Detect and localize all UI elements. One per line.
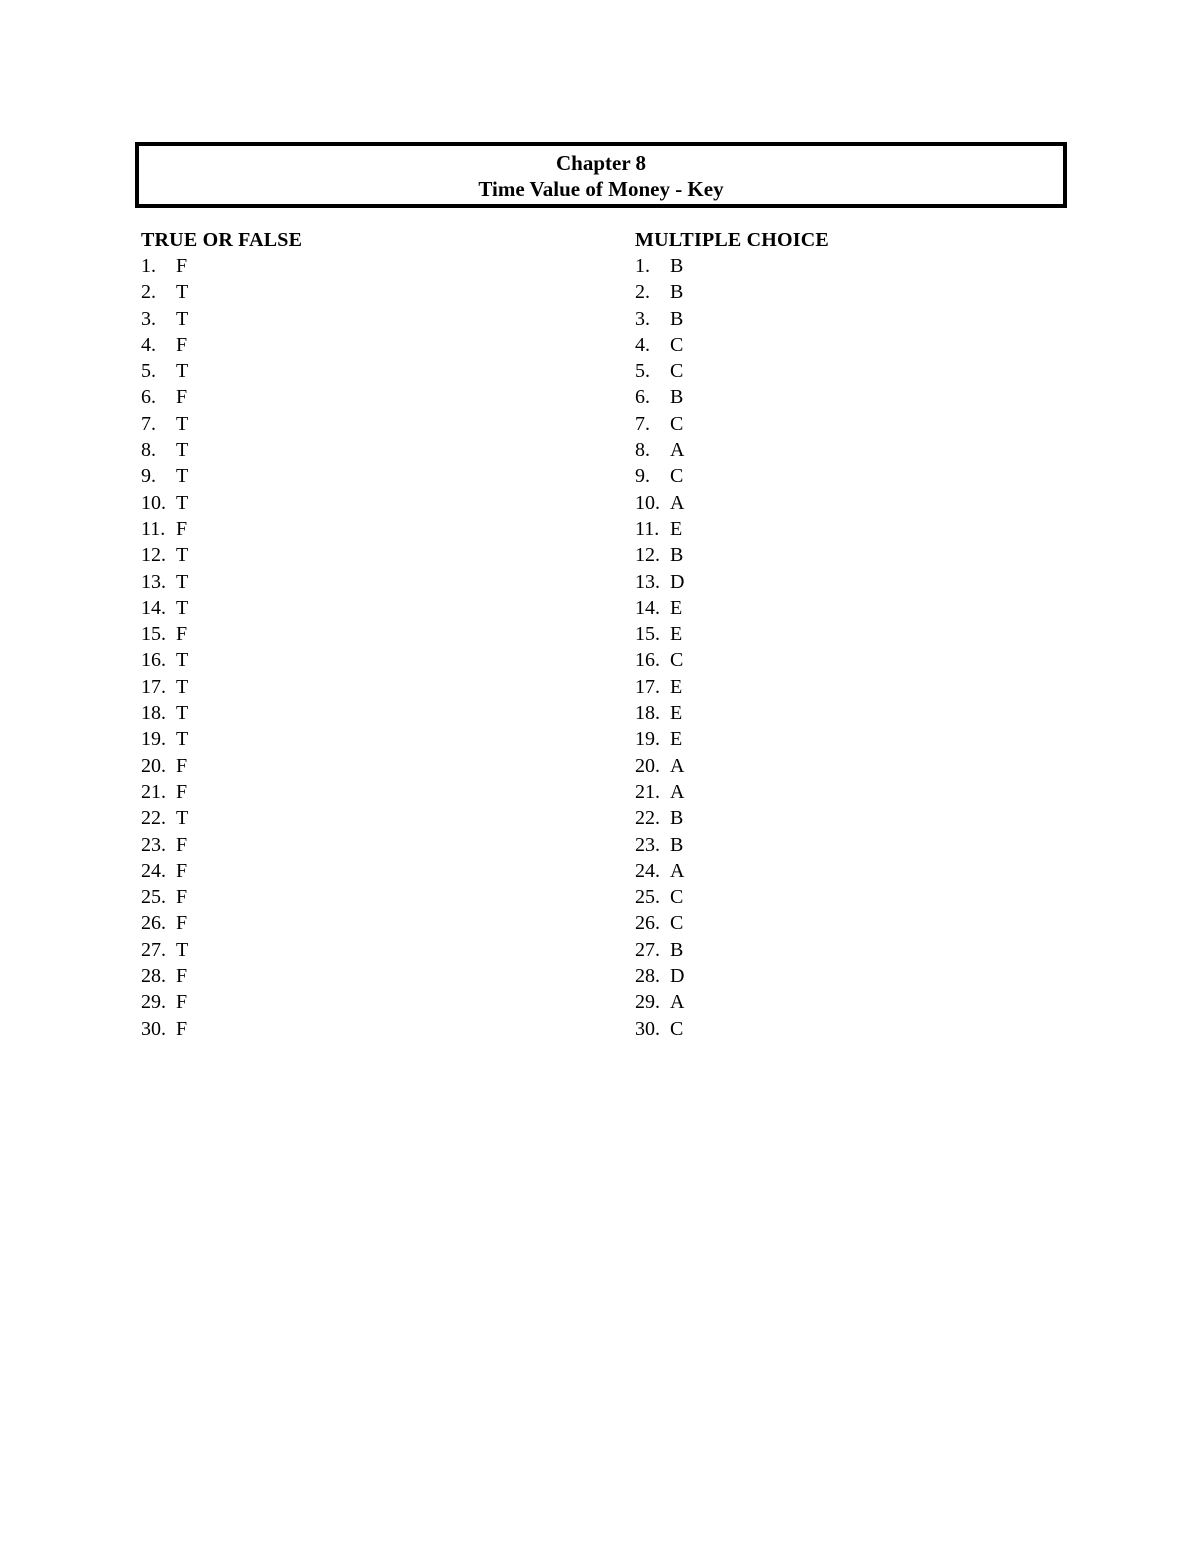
answer-value: T xyxy=(176,938,189,961)
question-number: 7. xyxy=(635,412,650,435)
answer-value: T xyxy=(176,728,189,751)
answer-value: B xyxy=(670,255,684,277)
question-number: 8. xyxy=(635,439,650,462)
question-number: 9. xyxy=(635,465,650,488)
answer-value: F xyxy=(176,623,188,646)
answer-value: F xyxy=(176,991,188,1014)
answer-item xyxy=(141,306,302,332)
answer-value: T xyxy=(176,412,189,435)
answer-item xyxy=(141,621,302,647)
answer-value: C xyxy=(670,1017,684,1040)
answer-value: T xyxy=(176,491,189,514)
answer-item xyxy=(141,700,302,726)
question-number: 11. xyxy=(141,517,166,540)
question-number: 7. xyxy=(141,412,156,435)
answer-item xyxy=(635,516,829,542)
question-number: 16. xyxy=(635,649,660,672)
answer-value: E xyxy=(670,728,683,751)
answer-value: T xyxy=(176,649,189,672)
answer-item xyxy=(141,253,302,279)
answer-item xyxy=(635,1016,829,1042)
answer-value: T xyxy=(176,307,189,330)
answer-item xyxy=(141,832,302,858)
question-number: 24. xyxy=(635,859,660,882)
question-number: 19. xyxy=(635,728,660,751)
answer-value: E xyxy=(670,623,683,646)
answer-value: B xyxy=(670,833,684,856)
question-number: 11. xyxy=(635,517,660,540)
answer-item xyxy=(635,779,829,805)
answer-item xyxy=(141,647,302,673)
question-number: 18. xyxy=(141,702,166,725)
question-number: 5. xyxy=(635,360,650,383)
question-number: 13. xyxy=(141,570,166,593)
answer-value: F xyxy=(176,333,188,356)
question-number: 6. xyxy=(635,386,650,409)
answer-value: C xyxy=(670,360,684,383)
question-number: 12. xyxy=(141,544,166,567)
question-number: 27. xyxy=(141,938,166,961)
answer-value: D xyxy=(670,570,685,593)
answer-item xyxy=(141,542,302,568)
answer-item xyxy=(141,358,302,384)
answer-value: C xyxy=(670,649,684,672)
question-number: 17. xyxy=(635,675,660,698)
answer-item xyxy=(141,490,302,516)
answer-value: A xyxy=(670,754,685,777)
answer-item xyxy=(635,805,829,831)
multiple-choice-heading: MULTIPLE CHOICE xyxy=(635,229,829,251)
answer-value: D xyxy=(670,965,685,988)
answer-value: B xyxy=(670,807,684,830)
answer-value: C xyxy=(670,465,684,488)
answer-item xyxy=(635,490,829,516)
question-number: 27. xyxy=(635,938,660,961)
answer-value: T xyxy=(176,439,189,462)
answer-value: T xyxy=(176,544,189,567)
answer-item xyxy=(635,411,829,437)
question-number: 1. xyxy=(141,255,156,277)
answer-item xyxy=(141,332,302,358)
answer-item xyxy=(635,542,829,568)
question-number: 29. xyxy=(635,991,660,1014)
question-number: 20. xyxy=(635,754,660,777)
answer-value: B xyxy=(670,938,684,961)
answer-item xyxy=(635,384,829,410)
answer-value: T xyxy=(176,596,189,619)
question-number: 21. xyxy=(141,780,166,803)
answer-item xyxy=(635,332,829,358)
question-number: 9. xyxy=(141,465,156,488)
answer-value: E xyxy=(670,702,683,725)
answer-item xyxy=(141,989,302,1015)
true-false-section xyxy=(141,227,302,1042)
question-number: 16. xyxy=(141,649,166,672)
answer-value: F xyxy=(176,965,188,988)
question-number: 29. xyxy=(141,991,166,1014)
answer-value: C xyxy=(670,333,684,356)
question-number: 30. xyxy=(635,1017,660,1040)
true-false-heading: TRUE OR FALSE xyxy=(141,229,303,251)
answer-value: B xyxy=(670,307,684,330)
question-number: 10. xyxy=(141,491,166,514)
answer-item xyxy=(635,253,829,279)
answer-item xyxy=(635,832,829,858)
question-number: 15. xyxy=(141,623,166,646)
chapter-subtitle: Time Value of Money - Key xyxy=(478,177,724,201)
answer-value: A xyxy=(670,491,685,514)
answer-value: F xyxy=(176,255,188,277)
question-number: 22. xyxy=(141,807,166,830)
question-number: 12. xyxy=(635,544,660,567)
answer-item xyxy=(635,437,829,463)
answer-value: A xyxy=(670,859,685,882)
chapter-title: Chapter 8 xyxy=(555,151,647,175)
answer-item xyxy=(635,989,829,1015)
answer-value: A xyxy=(670,439,685,462)
answer-item xyxy=(635,937,829,963)
question-number: 3. xyxy=(635,307,650,330)
question-number: 6. xyxy=(141,386,156,409)
question-number: 19. xyxy=(141,728,166,751)
answer-value: F xyxy=(176,754,188,777)
answer-value: T xyxy=(176,807,189,830)
title-box xyxy=(135,142,1067,208)
question-number: 10. xyxy=(635,491,660,514)
answer-value: C xyxy=(670,912,684,935)
answer-value: B xyxy=(670,281,684,304)
answer-item xyxy=(635,569,829,595)
answer-item xyxy=(635,595,829,621)
answer-item xyxy=(141,937,302,963)
answer-value: A xyxy=(670,991,685,1014)
multiple-choice-section xyxy=(635,227,829,1042)
answer-item xyxy=(635,963,829,989)
answer-item xyxy=(141,437,302,463)
answer-value: F xyxy=(176,1017,188,1040)
multiple-choice-answer-list xyxy=(635,253,829,1042)
answer-value: T xyxy=(176,702,189,725)
question-number: 25. xyxy=(635,886,660,909)
question-number: 1. xyxy=(635,255,650,277)
question-number: 13. xyxy=(635,570,660,593)
question-number: 23. xyxy=(635,833,660,856)
answer-item xyxy=(635,306,829,332)
question-number: 14. xyxy=(635,596,660,619)
answer-value: E xyxy=(670,675,683,698)
answer-item xyxy=(635,621,829,647)
answer-item xyxy=(635,910,829,936)
question-number: 30. xyxy=(141,1017,166,1040)
question-number: 3. xyxy=(141,307,156,330)
answer-item xyxy=(635,674,829,700)
question-number: 22. xyxy=(635,807,660,830)
answer-item xyxy=(141,463,302,489)
question-number: 20. xyxy=(141,754,166,777)
question-number: 4. xyxy=(635,333,650,356)
answer-item xyxy=(141,858,302,884)
answer-item xyxy=(141,779,302,805)
answer-item xyxy=(635,358,829,384)
answer-value: E xyxy=(670,596,683,619)
answer-value: F xyxy=(176,780,188,803)
question-number: 28. xyxy=(141,965,166,988)
question-number: 5. xyxy=(141,360,156,383)
question-number: 26. xyxy=(635,912,660,935)
question-number: 2. xyxy=(635,281,650,304)
answer-item xyxy=(141,910,302,936)
answer-value: A xyxy=(670,780,685,803)
answer-item xyxy=(635,753,829,779)
answer-value: T xyxy=(176,570,189,593)
question-number: 2. xyxy=(141,281,156,304)
question-number: 25. xyxy=(141,886,166,909)
answer-value: F xyxy=(176,912,188,935)
answer-value: T xyxy=(176,360,189,383)
answer-item xyxy=(141,411,302,437)
answer-item xyxy=(141,569,302,595)
question-number: 8. xyxy=(141,439,156,462)
question-number: 28. xyxy=(635,965,660,988)
question-number: 15. xyxy=(635,623,660,646)
answer-item xyxy=(141,516,302,542)
answer-value: T xyxy=(176,465,189,488)
answer-item xyxy=(635,647,829,673)
answer-item xyxy=(635,884,829,910)
answer-item xyxy=(141,1016,302,1042)
answer-value: B xyxy=(670,544,684,567)
question-number: 23. xyxy=(141,833,166,856)
answer-item xyxy=(141,753,302,779)
answer-value: F xyxy=(176,517,188,540)
answer-item xyxy=(635,858,829,884)
answer-item xyxy=(635,726,829,752)
answer-value: B xyxy=(670,386,684,409)
true-false-answer-list xyxy=(141,253,302,1042)
answer-value: T xyxy=(176,675,189,698)
answer-item xyxy=(141,384,302,410)
question-number: 26. xyxy=(141,912,166,935)
answer-value: F xyxy=(176,386,188,409)
answer-value: F xyxy=(176,859,188,882)
question-number: 14. xyxy=(141,596,166,619)
answer-item xyxy=(635,700,829,726)
answer-value: C xyxy=(670,886,684,909)
answer-item xyxy=(635,279,829,305)
answer-item xyxy=(141,279,302,305)
question-number: 24. xyxy=(141,859,166,882)
question-number: 17. xyxy=(141,675,166,698)
answer-value: T xyxy=(176,281,189,304)
question-number: 4. xyxy=(141,333,156,356)
answer-item xyxy=(141,884,302,910)
answer-item xyxy=(141,963,302,989)
question-number: 21. xyxy=(635,780,660,803)
question-number: 18. xyxy=(635,702,660,725)
answer-item xyxy=(141,726,302,752)
answer-value: E xyxy=(670,517,683,540)
answer-item xyxy=(141,805,302,831)
answer-item xyxy=(141,674,302,700)
answer-item xyxy=(141,595,302,621)
answer-item xyxy=(635,463,829,489)
answer-value: C xyxy=(670,412,684,435)
answer-value: F xyxy=(176,886,188,909)
answer-value: F xyxy=(176,833,188,856)
